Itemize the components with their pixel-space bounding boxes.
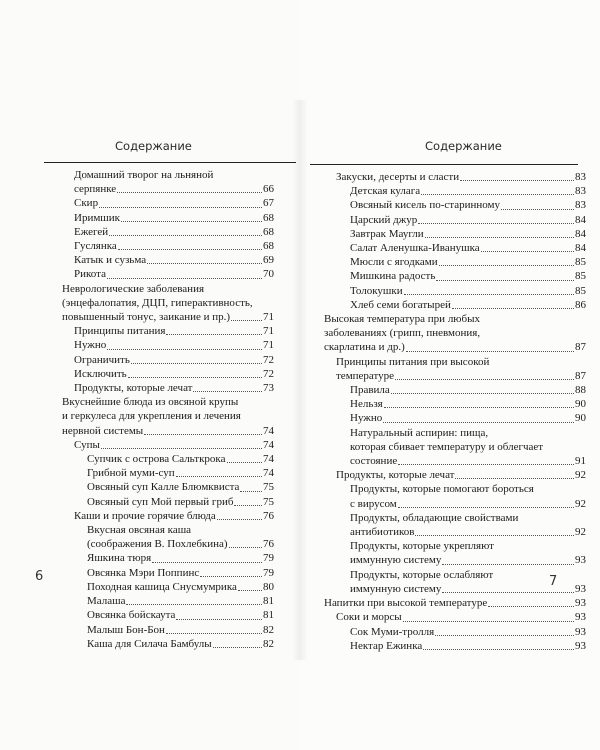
toc-entry-page-number: 88 (575, 384, 586, 397)
toc-leader-dots (439, 265, 574, 266)
toc-entry-title: серпянке (74, 183, 117, 196)
toc-entry-title: с вирусом (350, 497, 397, 510)
toc-entry-page-number: 76 (263, 538, 274, 551)
toc-entry-title: Гуслянка (74, 240, 117, 253)
toc-leader-dots (415, 535, 574, 536)
toc-leader-dots (152, 562, 262, 563)
toc-entry-page-number: 71 (263, 311, 274, 324)
toc-entry-page-number: 93 (575, 597, 586, 610)
toc-entry-title: Малыш Бон-Бон (87, 623, 165, 636)
toc-entry-title: нервной системы (62, 424, 144, 437)
toc-entry-page-number: 74 (263, 467, 274, 480)
toc-leader-dots (200, 576, 262, 577)
toc-entry-title: антибиотиков (350, 526, 415, 539)
toc-entry-page-number: 90 (575, 398, 586, 411)
toc-entry (0, 225, 300, 239)
toc-entry (0, 353, 300, 367)
toc-entry (0, 537, 300, 551)
toc-entry-title: Продукты, которые ослабляют (350, 568, 494, 581)
toc-leader-dots (107, 278, 262, 279)
toc-leader-dots (435, 635, 574, 636)
toc-entry (300, 298, 600, 312)
toc-entry (0, 551, 300, 565)
toc-leader-dots (481, 251, 574, 252)
toc-entry-page-number: 74 (263, 438, 274, 451)
toc-entry (300, 213, 600, 227)
toc-leader-dots (398, 464, 574, 465)
toc-leader-dots (460, 180, 574, 181)
toc-entry-page-number: 85 (575, 284, 586, 297)
toc-entry-page-number: 82 (263, 623, 274, 636)
toc-entry-page-number: 79 (263, 552, 274, 565)
toc-entry-title: Продукты, которые лечат (336, 469, 455, 482)
toc-entry-page-number: 75 (263, 481, 274, 494)
toc-entry-title: Продукты, которые укрепляют (350, 540, 494, 553)
toc-entry-title: Царский джур (350, 213, 418, 226)
toc-entry-title: Исключить (74, 367, 127, 380)
toc-entry-page-number: 81 (263, 595, 274, 608)
toc-entry-page-number: 68 (263, 240, 274, 253)
toc-entry-title: Соки и морсы (336, 611, 402, 624)
toc-entry (0, 637, 300, 651)
toc-entry-title: Закуски, десерты и сласти (336, 171, 460, 183)
toc-entry (300, 326, 600, 340)
toc-entry-title: Ежегей (74, 225, 109, 238)
toc-entry-page-number: 87 (575, 369, 586, 382)
toc-entry-title: Ограничить (74, 353, 130, 366)
toc-entry-title: (энцефалопатия, ДЦП, гиперактивность, (62, 296, 253, 309)
toc-entry (300, 468, 600, 482)
toc-entry-page-number: 81 (263, 609, 274, 622)
toc-entry (300, 227, 600, 241)
toc-entry-title: Мюсли с ягодками (350, 256, 438, 269)
right-header-rule (310, 164, 578, 165)
toc-entry-page-number: 92 (575, 497, 586, 510)
toc-leader-dots (488, 606, 574, 607)
toc-leader-dots (176, 619, 262, 620)
toc-leader-dots (193, 391, 262, 392)
toc-entry-title: Иримшик (74, 211, 120, 224)
toc-entry (0, 466, 300, 480)
toc-entry-title: Толокушки (350, 284, 403, 297)
toc-leader-dots (398, 507, 574, 508)
toc-leader-dots (99, 207, 262, 208)
toc-entry (300, 170, 600, 184)
toc-entry-title: Вкуснейшие блюда из овсяной крупы (62, 396, 239, 409)
toc-entry (0, 608, 300, 622)
left-toc-list (0, 168, 300, 651)
toc-entry-title: состояние (350, 455, 398, 468)
toc-entry (0, 367, 300, 381)
toc-entry (300, 440, 600, 454)
toc-entry (0, 438, 300, 452)
toc-entry-title: которая сбивает температуру и облегчает (350, 440, 544, 453)
toc-entry-title: Овсянка бойскаута (87, 609, 176, 622)
toc-entry (0, 267, 300, 281)
left-page-number: 6 (35, 569, 44, 584)
toc-entry-page-number: 70 (263, 268, 274, 281)
toc-entry (300, 198, 600, 212)
toc-entry (0, 623, 300, 637)
toc-entry-title: Рикота (74, 268, 106, 281)
toc-leader-dots (109, 235, 262, 236)
toc-leader-dots (404, 294, 574, 295)
toc-entry (0, 168, 300, 182)
toc-leader-dots (229, 547, 262, 548)
toc-entry-title: Овсяный кисель по-старинному (350, 199, 500, 212)
toc-entry-page-number: 93 (575, 639, 586, 652)
toc-entry-title: Салат Аленушка-Иванушка (350, 242, 480, 255)
toc-entry (300, 553, 600, 567)
toc-leader-dots (418, 223, 574, 224)
toc-entry (0, 253, 300, 267)
toc-entry (300, 241, 600, 255)
toc-leader-dots (455, 478, 574, 479)
toc-entry (0, 282, 300, 296)
right-page (300, 0, 600, 750)
toc-entry (0, 324, 300, 338)
left-header-rule (44, 162, 296, 163)
toc-leader-dots (213, 647, 262, 648)
toc-entry-page-number: 90 (575, 412, 586, 425)
toc-entry-page-number: 86 (575, 298, 586, 311)
toc-entry (300, 497, 600, 511)
toc-entry-page-number: 80 (263, 580, 274, 593)
toc-entry-page-number: 93 (575, 625, 586, 638)
toc-entry-title: (соображения В. Похлебкина) (87, 538, 228, 551)
toc-entry-title: Грибной муми-суп (87, 467, 175, 480)
toc-entry (300, 383, 600, 397)
toc-entry (0, 381, 300, 395)
toc-entry (300, 482, 600, 496)
toc-entry (0, 452, 300, 466)
toc-entry (0, 580, 300, 594)
toc-entry-page-number: 75 (263, 495, 274, 508)
toc-entry (300, 511, 600, 525)
toc-leader-dots (217, 519, 262, 520)
toc-leader-dots (442, 564, 574, 565)
toc-entry-title: Вкусная овсяная каша (87, 524, 192, 537)
toc-entry-title: и геркулеса для укрепления и лечения (62, 410, 241, 423)
toc-entry (0, 495, 300, 509)
toc-entry (0, 509, 300, 523)
toc-leader-dots (384, 407, 574, 408)
right-page-number: 7 (549, 574, 558, 589)
toc-entry-title: Натуральный аспирин: пища, (350, 426, 489, 439)
toc-entry-title: Продукты, обладающие свойствами (350, 511, 519, 524)
toc-entry-page-number: 74 (263, 424, 274, 437)
toc-entry (300, 539, 600, 553)
toc-entry-title: Походная кашица Снусмумрика (87, 580, 237, 593)
toc-entry-page-number: 82 (263, 637, 274, 650)
toc-entry-title: Супчик с острова Сальткрока (87, 453, 226, 466)
toc-leader-dots (391, 393, 574, 394)
toc-entry-page-number: 84 (575, 213, 586, 226)
toc-leader-dots (227, 462, 263, 463)
toc-leader-dots (403, 621, 574, 622)
toc-leader-dots (383, 422, 574, 423)
toc-entry-page-number: 92 (575, 469, 586, 482)
right-running-header: Содержание (425, 139, 502, 153)
toc-leader-dots (107, 349, 262, 350)
toc-entry-title: Яшкина тюря (87, 552, 152, 565)
toc-entry (0, 338, 300, 352)
toc-entry-title: Неврологические заболевания (62, 282, 205, 295)
toc-entry-title: иммунную систему (350, 582, 442, 595)
toc-entry-page-number: 71 (263, 325, 274, 338)
toc-entry (300, 355, 600, 369)
toc-entry-title: Овсянка Мэри Поппинс (87, 566, 200, 579)
toc-entry-page-number: 93 (575, 554, 586, 567)
toc-entry-title: Катык и сузьма (74, 254, 147, 267)
toc-entry-title: Продукты, которые лечат (74, 382, 193, 395)
toc-entry-title: повышенный тонус, заикание и пр.) (62, 311, 231, 324)
toc-entry-page-number: 73 (263, 382, 274, 395)
toc-entry-title: Принципы питания (74, 325, 166, 338)
toc-entry-title: Скир (74, 197, 99, 210)
toc-leader-dots (176, 476, 262, 477)
toc-entry (300, 596, 600, 610)
toc-entry (0, 310, 300, 324)
toc-entry (0, 523, 300, 537)
toc-entry-page-number: 85 (575, 256, 586, 269)
toc-leader-dots (501, 209, 574, 210)
toc-leader-dots (126, 604, 262, 605)
toc-leader-dots (234, 505, 262, 506)
toc-leader-dots (425, 237, 574, 238)
toc-leader-dots (421, 194, 574, 195)
toc-entry-page-number: 66 (263, 183, 274, 196)
toc-entry-title: Каши и прочие горячие блюда (74, 509, 216, 522)
toc-leader-dots (117, 192, 262, 193)
toc-entry-title: Хлеб семи богатырей (350, 298, 451, 311)
toc-entry (300, 426, 600, 440)
toc-entry (0, 480, 300, 494)
toc-entry (300, 411, 600, 425)
toc-entry-page-number: 68 (263, 225, 274, 238)
toc-entry-page-number: 72 (263, 353, 274, 366)
toc-entry-title: Напитки при высокой температуре (324, 597, 488, 610)
toc-entry-page-number: 92 (575, 526, 586, 539)
toc-entry (300, 284, 600, 298)
toc-entry-title: температуре (336, 369, 395, 382)
toc-leader-dots (128, 377, 262, 378)
toc-leader-dots (436, 280, 574, 281)
toc-entry-title: Завтрак Маугли (350, 227, 424, 240)
toc-entry-page-number: 83 (575, 199, 586, 212)
toc-entry-page-number: 74 (263, 453, 274, 466)
toc-entry (0, 594, 300, 608)
toc-entry-page-number: 68 (263, 211, 274, 224)
toc-entry-title: Овсяный суп Мой первый гриб (87, 495, 234, 508)
toc-entry-page-number: 67 (263, 197, 274, 210)
toc-entry-title: Мишкина радость (350, 270, 436, 283)
toc-entry-page-number: 84 (575, 242, 586, 255)
toc-entry-title: Овсяный суп Калле Блюмквиста (87, 481, 240, 494)
toc-entry-page-number: 69 (263, 254, 274, 267)
toc-leader-dots (166, 334, 262, 335)
toc-leader-dots (144, 434, 262, 435)
toc-leader-dots (121, 221, 262, 222)
toc-entry-page-number: 91 (575, 455, 586, 468)
toc-entry (300, 255, 600, 269)
toc-entry-title: Супы (74, 438, 100, 451)
toc-entry-title: Принципы питания при высокой (336, 355, 490, 368)
toc-entry (0, 424, 300, 438)
toc-entry-page-number: 84 (575, 227, 586, 240)
toc-entry-title: Высокая температура при любых (324, 313, 481, 326)
toc-entry-page-number: 83 (575, 171, 586, 183)
toc-leader-dots (131, 363, 262, 364)
toc-entry (300, 625, 600, 639)
toc-entry (300, 454, 600, 468)
toc-leader-dots (452, 308, 574, 309)
toc-entry (0, 239, 300, 253)
toc-leader-dots (395, 379, 574, 380)
toc-entry (0, 296, 300, 310)
toc-entry-title: Малаша (87, 595, 126, 608)
toc-entry (300, 610, 600, 624)
toc-entry (300, 397, 600, 411)
toc-leader-dots (238, 590, 262, 591)
toc-leader-dots (442, 592, 574, 593)
toc-entry-page-number: 93 (575, 611, 586, 624)
toc-entry (0, 196, 300, 210)
toc-entry-page-number: 83 (575, 185, 586, 198)
toc-entry-page-number: 79 (263, 566, 274, 579)
toc-entry (300, 312, 600, 326)
toc-entry-page-number: 71 (263, 339, 274, 352)
toc-entry-page-number: 76 (263, 509, 274, 522)
toc-leader-dots (147, 263, 262, 264)
toc-entry-title: Нельзя (350, 398, 383, 411)
toc-entry (0, 182, 300, 196)
toc-entry-title: Нектар Ежинка (350, 639, 423, 652)
toc-entry-page-number: 93 (575, 582, 586, 595)
toc-leader-dots (423, 649, 574, 650)
toc-entry-title: Нужно (350, 412, 383, 425)
toc-leader-dots (240, 491, 262, 492)
toc-entry (300, 184, 600, 198)
toc-leader-dots (406, 351, 574, 352)
toc-entry-title: Правила (350, 384, 390, 397)
toc-entry (0, 395, 300, 409)
toc-entry-title: иммунную систему (350, 554, 442, 567)
toc-entry (300, 340, 600, 354)
toc-leader-dots (166, 633, 262, 634)
toc-entry-title: Домашний творог на льняной (74, 169, 214, 181)
toc-entry (0, 409, 300, 423)
left-running-header: Содержание (115, 139, 192, 153)
toc-entry-title: Продукты, которые помогают бороться (350, 483, 534, 496)
toc-leader-dots (118, 249, 262, 250)
toc-entry (0, 566, 300, 580)
toc-entry (300, 369, 600, 383)
toc-entry-page-number: 72 (263, 367, 274, 380)
toc-entry-title: Нужно (74, 339, 107, 352)
toc-entry-page-number: 85 (575, 270, 586, 283)
toc-entry-title: Детская кулага (350, 185, 421, 198)
toc-entry (0, 211, 300, 225)
toc-entry-title: Каша для Силача Бамбулы (87, 637, 212, 650)
toc-entry (300, 639, 600, 653)
toc-leader-dots (101, 448, 262, 449)
toc-entry-title: скарлатина и др.) (324, 341, 405, 354)
book-gutter-shadow (292, 100, 308, 660)
toc-entry-title: Сок Муми-тролля (350, 625, 435, 638)
toc-entry (300, 525, 600, 539)
toc-entry (300, 269, 600, 283)
toc-entry-title: заболеваниях (грипп, пневмония, (324, 327, 481, 340)
toc-entry-page-number: 87 (575, 341, 586, 354)
toc-leader-dots (231, 320, 262, 321)
